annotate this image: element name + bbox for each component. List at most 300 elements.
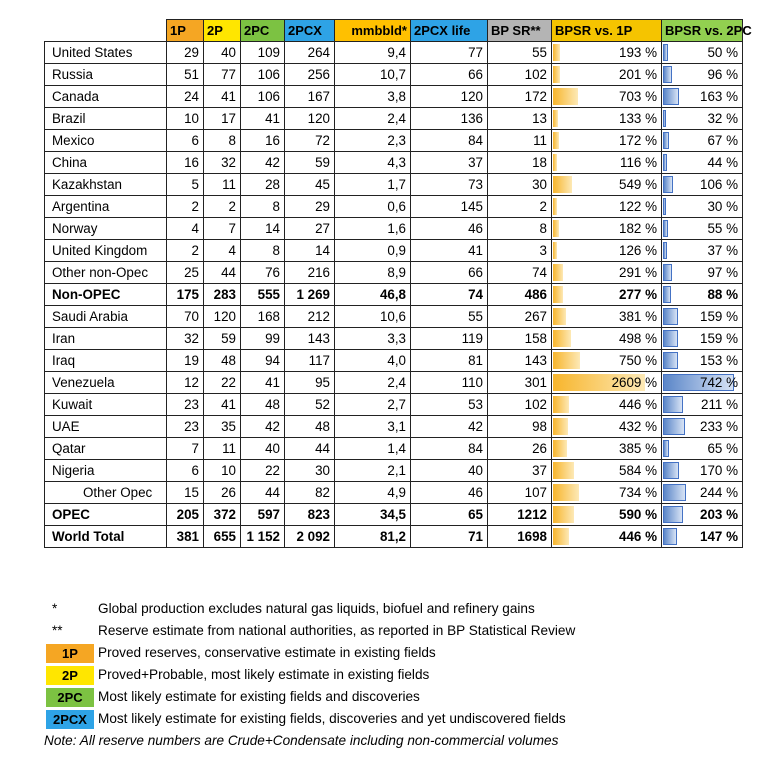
cell-mmb: 1,4	[335, 438, 411, 460]
legend-text: Proved+Probable, most likely estimate in existing fields	[98, 667, 430, 682]
row-name: Iraq	[45, 350, 167, 372]
percent-label: 97 %	[707, 265, 738, 280]
percent-label: 211 %	[701, 397, 738, 412]
percent-label: 193 %	[619, 45, 657, 60]
percent-label: 159 %	[700, 331, 738, 346]
legend-item	[44, 642, 744, 664]
cell-mmb: 2,3	[335, 130, 411, 152]
cell-bpsr-vs-1p	[552, 482, 662, 504]
cell-pc: 14	[241, 218, 285, 240]
data-bar	[663, 308, 678, 325]
legend-text: Reserve estimate from national authorities, as reported in BP Statistical Review	[98, 623, 576, 638]
cell-bpsr: 102	[488, 394, 552, 416]
cell-bpsr: 26	[488, 438, 552, 460]
cell-bpsr: 143	[488, 350, 552, 372]
data-bar	[553, 132, 559, 149]
cell-mmb: 0,9	[335, 240, 411, 262]
cell-pc: 8	[241, 240, 285, 262]
cell-pcx: 264	[285, 42, 335, 64]
table-row	[45, 108, 743, 130]
cell-mmb: 3,3	[335, 328, 411, 350]
percent-label: 88 %	[707, 287, 738, 302]
percent-label: 244 %	[700, 485, 738, 500]
percent-label: 159 %	[700, 309, 738, 324]
cell-p1: 19	[167, 350, 204, 372]
cell-bpsr: 1698	[488, 526, 552, 548]
header-2p: 2P	[204, 20, 241, 42]
data-bar	[663, 264, 672, 281]
cell-bpsr-vs-1p	[552, 460, 662, 482]
cell-p2: 17	[204, 108, 241, 130]
cell-life: 46	[411, 218, 488, 240]
percent-label: 37 %	[707, 243, 738, 258]
table-row	[45, 196, 743, 218]
cell-pc: 8	[241, 196, 285, 218]
header-bpsr-vs-2pc: BPSR vs. 2PC	[662, 20, 743, 42]
cell-bpsr-vs-2pc	[662, 328, 743, 350]
cell-pcx: 14	[285, 240, 335, 262]
cell-life: 46	[411, 482, 488, 504]
cell-pcx: 1 269	[285, 284, 335, 306]
cell-p2: 48	[204, 350, 241, 372]
cell-mmb: 81,2	[335, 526, 411, 548]
cell-pcx: 216	[285, 262, 335, 284]
cell-mmb: 4,0	[335, 350, 411, 372]
cell-pcx: 72	[285, 130, 335, 152]
row-name: China	[45, 152, 167, 174]
percent-label: 106 %	[700, 177, 738, 192]
cell-p2: 11	[204, 174, 241, 196]
percent-label: 432 %	[619, 419, 657, 434]
cell-bpsr-vs-1p	[552, 306, 662, 328]
cell-bpsr-vs-1p	[552, 64, 662, 86]
cell-p2: 44	[204, 262, 241, 284]
percent-label: 498 %	[619, 331, 657, 346]
cell-bpsr: 3	[488, 240, 552, 262]
percent-label: 734 %	[619, 485, 657, 500]
percent-label: 381 %	[619, 309, 657, 324]
cell-bpsr: 11	[488, 130, 552, 152]
cell-pc: 76	[241, 262, 285, 284]
cell-p1: 51	[167, 64, 204, 86]
data-bar	[553, 396, 569, 413]
cell-p1: 23	[167, 416, 204, 438]
percent-label: 233 %	[700, 419, 738, 434]
cell-p2: 32	[204, 152, 241, 174]
cell-pc: 40	[241, 438, 285, 460]
cell-p2: 10	[204, 460, 241, 482]
cell-mmb: 2,4	[335, 108, 411, 130]
data-bar	[553, 242, 557, 259]
cell-bpsr-vs-1p	[552, 42, 662, 64]
cell-bpsr-vs-2pc	[662, 306, 743, 328]
row-name: Canada	[45, 86, 167, 108]
cell-pc: 106	[241, 64, 285, 86]
cell-p1: 15	[167, 482, 204, 504]
cell-pc: 41	[241, 108, 285, 130]
cell-bpsr-vs-1p	[552, 174, 662, 196]
table-row	[45, 416, 743, 438]
data-bar	[663, 66, 672, 83]
percent-label: 446 %	[619, 529, 657, 544]
cell-bpsr: 18	[488, 152, 552, 174]
table-body	[45, 42, 743, 548]
cell-mmb: 0,6	[335, 196, 411, 218]
cell-bpsr: 107	[488, 482, 552, 504]
table-row	[45, 130, 743, 152]
cell-bpsr-vs-2pc	[662, 108, 743, 130]
data-bar	[663, 484, 686, 501]
cell-p1: 6	[167, 130, 204, 152]
cell-life: 66	[411, 64, 488, 86]
data-bar	[553, 154, 557, 171]
data-bar	[663, 528, 677, 545]
percent-label: 163 %	[700, 89, 738, 104]
cell-life: 74	[411, 284, 488, 306]
cell-bpsr-vs-1p	[552, 240, 662, 262]
cell-mmb: 3,8	[335, 86, 411, 108]
data-bar	[663, 506, 683, 523]
legend-text: Most likely estimate for existing fields, discoveries and yet undiscovered fields	[98, 711, 566, 726]
cell-bpsr-vs-2pc	[662, 438, 743, 460]
header-2pcx: 2PCX	[285, 20, 335, 42]
cell-mmb: 1,7	[335, 174, 411, 196]
percent-label: 133 %	[619, 111, 657, 126]
cell-bpsr: 55	[488, 42, 552, 64]
data-bar	[553, 198, 557, 215]
percent-label: 172 %	[619, 133, 657, 148]
cell-bpsr: 8	[488, 218, 552, 240]
cell-bpsr-vs-2pc	[662, 196, 743, 218]
percent-label: 291 %	[619, 265, 657, 280]
cell-p2: 41	[204, 394, 241, 416]
cell-bpsr-vs-2pc	[662, 240, 743, 262]
cell-pcx: 27	[285, 218, 335, 240]
percent-label: 44 %	[707, 155, 738, 170]
cell-bpsr: 74	[488, 262, 552, 284]
table-row	[45, 350, 743, 372]
data-bar	[663, 396, 683, 413]
legend-key: 2PCX	[46, 710, 94, 729]
cell-pc: 16	[241, 130, 285, 152]
legend-item	[44, 664, 744, 686]
cell-bpsr-vs-2pc	[662, 130, 743, 152]
table-row	[45, 284, 743, 306]
cell-p1: 2	[167, 196, 204, 218]
cell-p2: 2	[204, 196, 241, 218]
percent-label: 201 %	[619, 67, 657, 82]
table-row	[45, 328, 743, 350]
table-row	[45, 394, 743, 416]
cell-life: 65	[411, 504, 488, 526]
cell-bpsr-vs-1p	[552, 86, 662, 108]
cell-bpsr-vs-1p	[552, 526, 662, 548]
cell-p2: 655	[204, 526, 241, 548]
data-bar	[663, 176, 673, 193]
table-row	[45, 262, 743, 284]
data-bar	[553, 330, 571, 347]
table-row	[45, 86, 743, 108]
cell-mmb: 46,8	[335, 284, 411, 306]
cell-bpsr-vs-1p	[552, 394, 662, 416]
cell-pc: 94	[241, 350, 285, 372]
cell-bpsr-vs-2pc	[662, 526, 743, 548]
cell-bpsr-vs-2pc	[662, 394, 743, 416]
data-bar	[553, 462, 574, 479]
cell-pc: 106	[241, 86, 285, 108]
header-mmbbld: mmbbld*	[335, 20, 411, 42]
cell-life: 42	[411, 416, 488, 438]
cell-bpsr-vs-2pc	[662, 482, 743, 504]
cell-pcx: 52	[285, 394, 335, 416]
legend-item	[44, 598, 744, 620]
data-bar	[663, 44, 668, 61]
data-bar	[663, 242, 667, 259]
data-bar	[553, 176, 572, 193]
cell-bpsr-vs-2pc	[662, 460, 743, 482]
cell-bpsr-vs-2pc	[662, 350, 743, 372]
cell-p1: 381	[167, 526, 204, 548]
table-row	[45, 526, 743, 548]
cell-pc: 42	[241, 152, 285, 174]
row-name: Kazakhstan	[45, 174, 167, 196]
table-row	[45, 306, 743, 328]
cell-bpsr: 13	[488, 108, 552, 130]
cell-pc: 99	[241, 328, 285, 350]
row-name: Qatar	[45, 438, 167, 460]
row-name: Other Opec	[45, 482, 167, 504]
cell-bpsr-vs-2pc	[662, 64, 743, 86]
cell-p2: 59	[204, 328, 241, 350]
cell-mmb: 2,7	[335, 394, 411, 416]
cell-life: 37	[411, 152, 488, 174]
cell-p1: 25	[167, 262, 204, 284]
table-row	[45, 372, 743, 394]
percent-label: 170 %	[700, 463, 738, 478]
cell-mmb: 8,9	[335, 262, 411, 284]
cell-p2: 26	[204, 482, 241, 504]
percent-label: 122 %	[619, 199, 657, 214]
cell-mmb: 2,1	[335, 460, 411, 482]
cell-pc: 42	[241, 416, 285, 438]
cell-pc: 48	[241, 394, 285, 416]
data-bar	[553, 264, 563, 281]
cell-pcx: 120	[285, 108, 335, 130]
data-bar	[553, 286, 563, 303]
table-row	[45, 504, 743, 526]
cell-life: 136	[411, 108, 488, 130]
data-bar	[663, 110, 666, 127]
header-empty-cell	[45, 20, 167, 42]
cell-bpsr: 37	[488, 460, 552, 482]
cell-life: 145	[411, 196, 488, 218]
cell-pcx: 256	[285, 64, 335, 86]
table-row	[45, 482, 743, 504]
data-bar	[663, 88, 679, 105]
data-bar	[553, 506, 574, 523]
table-row	[45, 42, 743, 64]
cell-bpsr-vs-2pc	[662, 262, 743, 284]
cell-life: 119	[411, 328, 488, 350]
percent-label: 96 %	[707, 67, 738, 82]
percent-label: 203 %	[700, 507, 738, 522]
percent-label: 65 %	[707, 441, 738, 456]
cell-bpsr-vs-1p	[552, 152, 662, 174]
cell-pc: 41	[241, 372, 285, 394]
cell-bpsr-vs-2pc	[662, 218, 743, 240]
percent-label: 50 %	[707, 45, 738, 60]
legend-key: *	[52, 601, 58, 616]
row-name: Mexico	[45, 130, 167, 152]
cell-bpsr: 98	[488, 416, 552, 438]
data-bar	[663, 330, 678, 347]
table-row	[45, 152, 743, 174]
cell-p2: 35	[204, 416, 241, 438]
data-bar	[663, 198, 666, 215]
row-name: Argentina	[45, 196, 167, 218]
header-bpsr-vs-1p: BPSR vs. 1P	[552, 20, 662, 42]
legend-item	[44, 620, 744, 642]
cell-p1: 5	[167, 174, 204, 196]
cell-pcx: 29	[285, 196, 335, 218]
legend-text: Global production excludes natural gas liquids, biofuel and refinery gains	[98, 601, 535, 616]
percent-label: 67 %	[707, 133, 738, 148]
data-bar	[663, 154, 667, 171]
cell-mmb: 4,3	[335, 152, 411, 174]
row-name: United Kingdom	[45, 240, 167, 262]
table-row	[45, 174, 743, 196]
cell-bpsr: 158	[488, 328, 552, 350]
percent-label: 385 %	[619, 441, 657, 456]
row-name: Venezuela	[45, 372, 167, 394]
cell-bpsr-vs-2pc	[662, 152, 743, 174]
legend-key: **	[52, 623, 63, 638]
cell-p1: 23	[167, 394, 204, 416]
cell-life: 81	[411, 350, 488, 372]
cell-bpsr: 486	[488, 284, 552, 306]
cell-pcx: 823	[285, 504, 335, 526]
percent-label: 153 %	[700, 353, 738, 368]
cell-mmb: 34,5	[335, 504, 411, 526]
cell-pc: 597	[241, 504, 285, 526]
cell-p1: 2	[167, 240, 204, 262]
data-bar	[663, 132, 669, 149]
row-name: Brazil	[45, 108, 167, 130]
cell-p1: 6	[167, 460, 204, 482]
cell-pcx: 44	[285, 438, 335, 460]
cell-pc: 555	[241, 284, 285, 306]
reserves-table	[44, 19, 752, 548]
cell-mmb: 2,4	[335, 372, 411, 394]
cell-pcx: 95	[285, 372, 335, 394]
row-name: Saudi Arabia	[45, 306, 167, 328]
cell-p2: 40	[204, 42, 241, 64]
cell-p2: 22	[204, 372, 241, 394]
table-row	[45, 64, 743, 86]
cell-p2: 4	[204, 240, 241, 262]
cell-pc: 28	[241, 174, 285, 196]
cell-bpsr-vs-1p	[552, 108, 662, 130]
cell-mmb: 1,6	[335, 218, 411, 240]
legend-key: 2P	[46, 666, 94, 685]
cell-p1: 4	[167, 218, 204, 240]
row-name: Nigeria	[45, 460, 167, 482]
percent-label: 126 %	[619, 243, 657, 258]
data-bar	[553, 418, 568, 435]
cell-p2: 8	[204, 130, 241, 152]
percent-label: 703 %	[619, 89, 657, 104]
cell-pcx: 82	[285, 482, 335, 504]
cell-pc: 168	[241, 306, 285, 328]
cell-bpsr-vs-2pc	[662, 416, 743, 438]
cell-life: 66	[411, 262, 488, 284]
legend-key: 1P	[46, 644, 94, 663]
cell-p1: 10	[167, 108, 204, 130]
cell-pc: 22	[241, 460, 285, 482]
cell-p1: 70	[167, 306, 204, 328]
cell-bpsr-vs-1p	[552, 328, 662, 350]
data-bar	[663, 286, 671, 303]
data-bar	[553, 220, 559, 237]
cell-pcx: 167	[285, 86, 335, 108]
data-bar	[553, 528, 569, 545]
cell-bpsr-vs-1p	[552, 416, 662, 438]
cell-mmb: 10,6	[335, 306, 411, 328]
row-name: Russia	[45, 64, 167, 86]
data-bar	[553, 308, 566, 325]
table-row	[45, 240, 743, 262]
cell-pcx: 212	[285, 306, 335, 328]
cell-mmb: 3,1	[335, 416, 411, 438]
cell-p2: 283	[204, 284, 241, 306]
cell-bpsr-vs-1p	[552, 130, 662, 152]
cell-bpsr: 30	[488, 174, 552, 196]
cell-bpsr: 301	[488, 372, 552, 394]
cell-bpsr: 267	[488, 306, 552, 328]
cell-bpsr: 102	[488, 64, 552, 86]
data-bar	[663, 418, 685, 435]
percent-label: 590 %	[619, 507, 657, 522]
row-name: United States	[45, 42, 167, 64]
cell-life: 55	[411, 306, 488, 328]
cell-bpsr: 2	[488, 196, 552, 218]
data-bar	[663, 462, 679, 479]
cell-pc: 44	[241, 482, 285, 504]
percent-label: 55 %	[707, 221, 738, 236]
cell-pcx: 48	[285, 416, 335, 438]
footnote: Note: All reserve numbers are Crude+Condensate including non-commercial volumes	[44, 733, 559, 748]
cell-pcx: 59	[285, 152, 335, 174]
row-name: UAE	[45, 416, 167, 438]
cell-life: 71	[411, 526, 488, 548]
cell-pc: 1 152	[241, 526, 285, 548]
cell-pcx: 117	[285, 350, 335, 372]
cell-p2: 11	[204, 438, 241, 460]
header-row	[45, 20, 743, 42]
cell-p1: 12	[167, 372, 204, 394]
cell-bpsr-vs-1p	[552, 262, 662, 284]
cell-bpsr-vs-2pc	[662, 86, 743, 108]
cell-bpsr-vs-2pc	[662, 42, 743, 64]
cell-life: 120	[411, 86, 488, 108]
cell-life: 77	[411, 42, 488, 64]
cell-bpsr-vs-2pc	[662, 174, 743, 196]
header-1p: 1P	[167, 20, 204, 42]
percent-label: 32 %	[707, 111, 738, 126]
percent-label: 750 %	[619, 353, 657, 368]
data-bar	[663, 220, 668, 237]
header-bp-sr: BP SR**	[488, 20, 552, 42]
